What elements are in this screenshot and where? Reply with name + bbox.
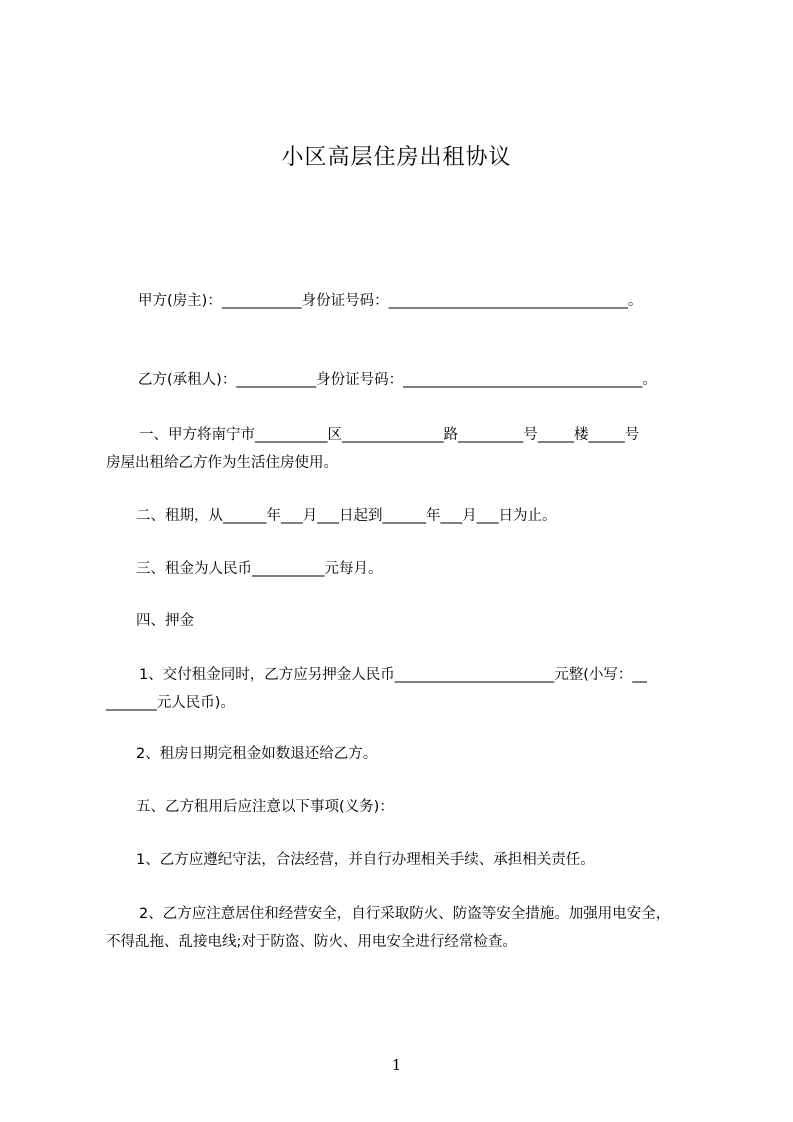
clause-5-heading: 五、乙方租用后应注意以下事项(义务)： [136,799,394,815]
clause-5-2-line-2: 不得乱拖、乱接电线;对于防盗、防火、用电安全进行经常检查。 [106,934,517,950]
clause-4-1-line-1: 1、交付租金同时，乙方应另押金人民币______________________元整(小写：__ [139,667,647,683]
document-title: 小区高层住房出租协议 [281,145,512,170]
clause-2-line: 二、租期，从______年___月___日起到______年___月___日为止。 [136,508,557,524]
clause-5-2-line-1: 2、乙方应注意居住和经营安全，自行采取防火、防盗等安全措施。加强用电安全， [139,906,671,922]
party-a-line: 甲方(房主)：___________身份证号码：_________________________________。 [138,293,643,309]
clause-1-line-1: 一、甲方将南宁市__________区______________路_________号_____楼_____号 [139,427,640,443]
clause-5-1-line: 1、乙方应遵纪守法，合法经营，并自行办理相关手续、承担相关责任。 [136,852,595,868]
clause-1-line-2: 房屋出租给乙方作为生活住房使用。 [106,455,338,471]
clause-4-1-line-2: _______元人民币)。 [106,695,235,711]
clause-4-heading: 四、押金 [136,613,194,629]
clause-4-2-line: 2、租房日期完租金如数退还给乙方。 [136,746,378,762]
page-number: 1 [391,1056,402,1074]
party-b-line: 乙方(承租人)：___________身份证号码：_________________________________。 [138,372,657,388]
clause-3-line: 三、租金为人民币__________元每月。 [136,561,383,577]
